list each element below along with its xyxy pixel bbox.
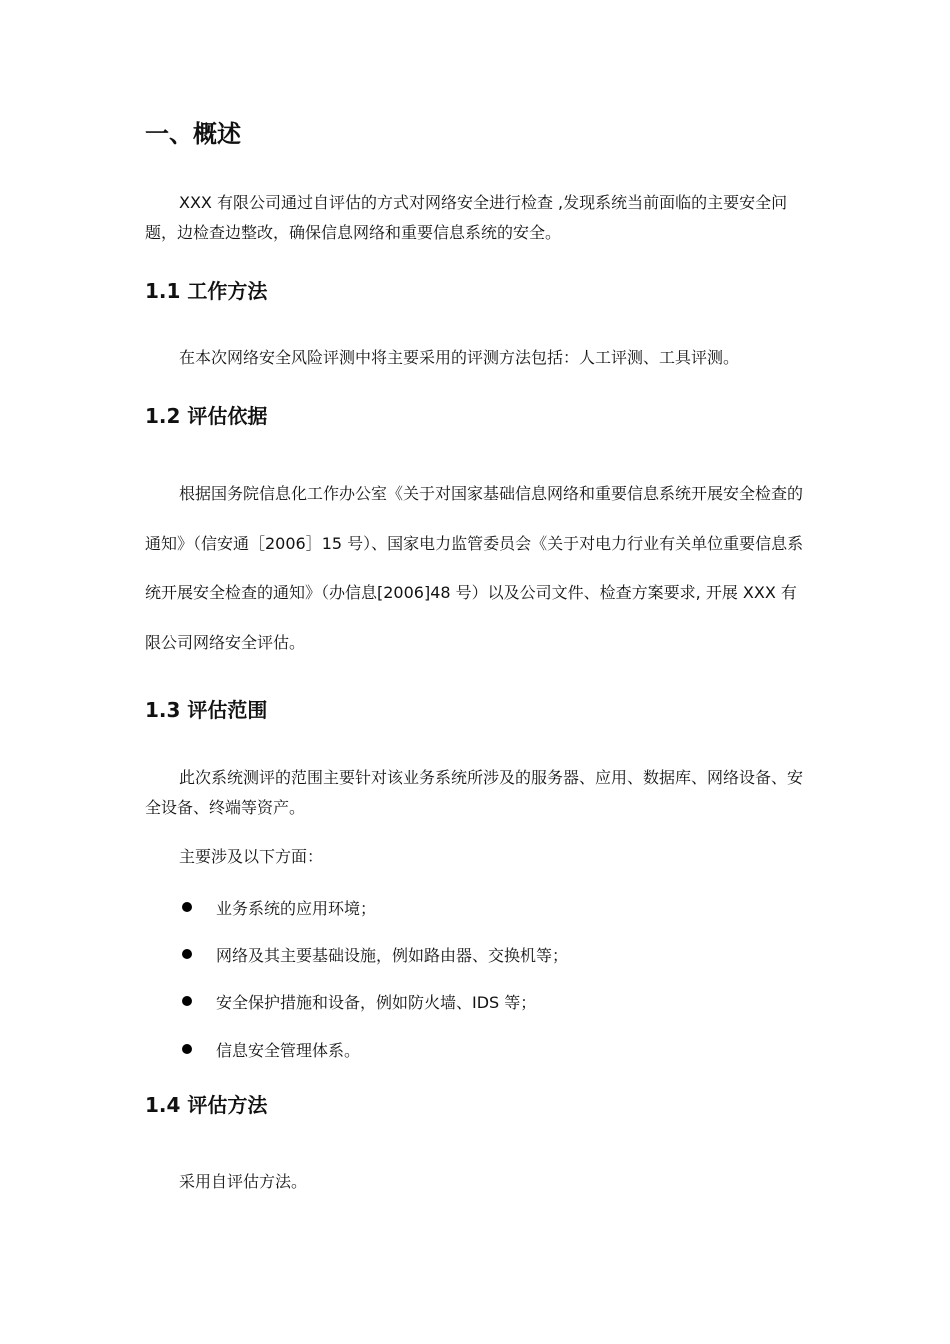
section-title-assessment: 1.4 评估方法 [145,1093,268,1117]
list-item-text: 安全保护措施和设备，例如防火墙、IDS 等； [216,992,537,1012]
paragraph-scope: 此次系统测评的范围主要针对该业务系统所涉及的服务器、应用、数据库、网络设备、安全设备、终端等资产。 [145,768,804,817]
paragraph-basis: 根据国务院信息化工作办公室《关于对国家基础信息网络和重要信息系统开展安全检查的通知》（信安通［2006］15 号）、国家电力监管委员会《关于对电力行业有关单位重要信息系统开展安全检查的通知》（办信息[2006]48 号）以及公司文件、检查方案要求, 开展 XXX 有限公司网络安全评估。 [145,484,804,652]
list-item [182,892,376,922]
paragraph-overview: XXX 有限公司通过自评估的方式对网络安全进行检查 ,发现系统当前面临的主要安全问题，边检查边整改，确保信息网络和重要信息系统的安全。 [145,193,788,242]
list-item [182,939,568,969]
bullet-icon [182,996,192,1006]
bullet-icon [182,902,192,912]
list-item [182,1034,360,1064]
bullet-icon [182,949,192,959]
section-title-method: 1.1 工作方法 [145,279,268,303]
list-item-text: 业务系统的应用环境； [216,898,377,918]
section-title-basis: 1.2 评估依据 [145,404,268,428]
paragraph-assessment: 采用自评估方法。 [179,1172,308,1191]
bullet-icon [182,1044,192,1054]
list-item [182,986,536,1016]
scope-intro: 主要涉及以下方面： [179,847,324,866]
section-title-overview: 一、概述 [145,120,241,148]
section-title-scope: 1.3 评估范围 [145,698,268,722]
paragraph-method: 在本次网络安全风险评测中将主要采用的评测方法包括：人工评测、工具评测。 [179,348,740,367]
list-item-text: 网络及其主要基础设施，例如路由器、交换机等； [216,945,569,965]
list-item-text: 信息安全管理体系。 [216,1040,361,1060]
